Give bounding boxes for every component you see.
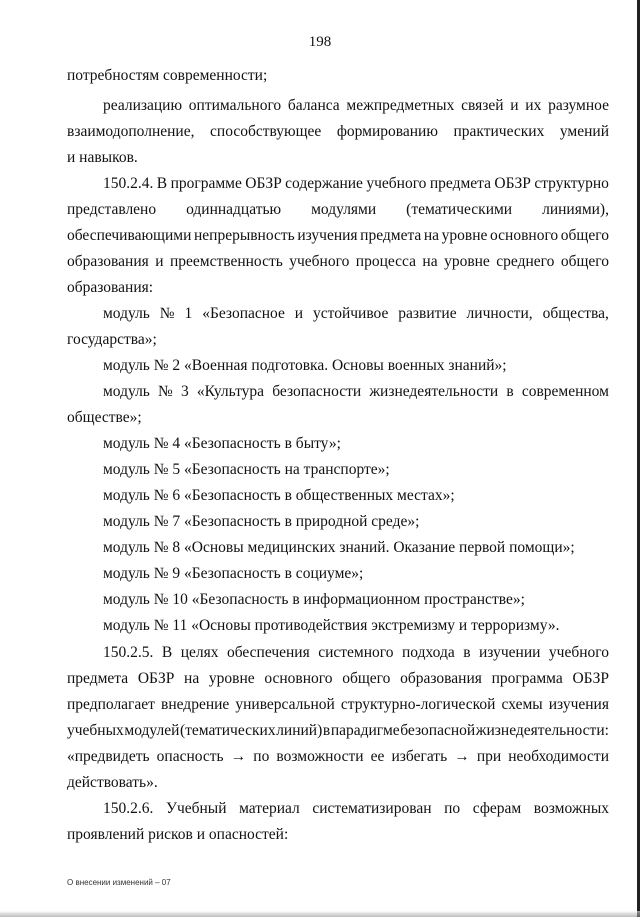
word: учебного — [366, 175, 427, 192]
word: парадигме — [330, 722, 400, 739]
text-line — [67, 669, 609, 689]
word: способствующее — [210, 123, 322, 140]
word: 150.2.4. — [103, 175, 154, 192]
word: на — [423, 227, 440, 244]
word: и — [155, 253, 164, 270]
word: в — [463, 644, 471, 661]
text-line: модуль № 9 «Безопасность в социуме»; — [103, 565, 364, 582]
text-line: проявлений рисков и опасностей: — [67, 826, 289, 843]
word: устойчивое — [313, 305, 389, 322]
word: модуль — [103, 305, 150, 322]
word: безопасной — [400, 722, 476, 739]
word: Учебный — [165, 800, 227, 817]
word: уровне — [441, 227, 488, 244]
word: программе — [170, 175, 242, 192]
word: 150.2.6. — [103, 800, 154, 817]
page-number: 198 — [308, 34, 332, 50]
text-line — [103, 174, 609, 194]
text-line: потребностям современности; — [67, 67, 268, 84]
word: основного — [490, 227, 559, 244]
word: линий) — [276, 722, 323, 739]
text-line: образования: — [67, 279, 154, 296]
word: систематизирован — [312, 800, 432, 817]
word: → — [454, 748, 470, 765]
text-line — [67, 721, 609, 741]
word: общества, — [542, 305, 609, 322]
word: подхода — [402, 644, 455, 661]
word: уровне — [444, 253, 490, 270]
word: образования — [400, 670, 482, 687]
word: ОБЗР — [572, 670, 609, 687]
word: опасность — [156, 748, 224, 765]
word: общего — [560, 227, 609, 244]
word: по — [444, 800, 461, 817]
word: учебного — [289, 253, 350, 270]
text-line: модуль № 2 «Военная подготовка. Основы военных знаний»; — [103, 357, 507, 374]
text-line: модуль № 11 «Основы противодействия экстремизму и терроризму». — [103, 617, 560, 634]
footer-note: О внесении изменений – 07 — [67, 878, 171, 887]
word: межпредметных — [346, 97, 455, 114]
word: оптимального — [188, 97, 282, 114]
word: 150.2.5. — [103, 644, 154, 661]
word: образования — [67, 253, 149, 270]
word: в — [506, 383, 514, 400]
word: формированию — [336, 123, 438, 140]
word: целях — [180, 644, 219, 661]
word: модулей — [124, 722, 180, 739]
text-line: и навыков. — [67, 149, 138, 166]
word: и — [294, 305, 304, 322]
word: предмета — [429, 175, 491, 192]
word: системного — [318, 644, 394, 661]
word: «Культура — [196, 383, 265, 400]
word: и — [510, 97, 519, 114]
word: общего — [560, 253, 609, 270]
text-line — [103, 382, 609, 402]
word: баланса — [287, 97, 340, 114]
word: 3 — [180, 383, 189, 400]
text-line — [67, 695, 609, 715]
word: схемы — [501, 696, 543, 713]
word: ее — [370, 748, 385, 765]
word: обеспечения — [226, 644, 310, 661]
word: «Безопасное — [202, 305, 285, 322]
text-line: модуль № 6 «Безопасность в общественных местах»; — [103, 487, 455, 504]
word: непрерывность — [193, 227, 295, 244]
word: общего — [342, 670, 391, 687]
word: взаимодополнение, — [67, 123, 195, 140]
word: одиннадцатью — [186, 201, 282, 218]
word: содержание — [285, 175, 363, 192]
word: безопасности — [272, 383, 362, 400]
word: (тематическими — [406, 201, 513, 218]
word: необходимости — [508, 748, 609, 765]
word: возможности — [276, 748, 364, 765]
word: В — [156, 175, 168, 192]
word: на — [422, 253, 438, 270]
word: представлено — [67, 201, 157, 218]
text-line: действовать». — [67, 774, 158, 791]
word: обеспечивающими — [67, 227, 192, 244]
word: учебных — [67, 722, 124, 739]
text-line: модуль № 10 «Безопасность в информационном пространстве»; — [103, 591, 525, 608]
word: личности, — [466, 305, 533, 322]
word: на — [184, 670, 200, 687]
word: преемственность — [169, 253, 283, 270]
word: их — [525, 97, 542, 114]
text-line: модуль № 7 «Безопасность в природной среде»; — [103, 513, 420, 530]
word: предмета — [67, 670, 129, 687]
word: избегать — [391, 748, 448, 765]
text-line — [103, 96, 609, 116]
word: → — [230, 748, 247, 765]
word: универсальной — [235, 696, 335, 713]
text-line — [103, 304, 609, 324]
word: процесса — [355, 253, 416, 270]
word: модуль — [103, 383, 150, 400]
word: в — [322, 722, 331, 739]
word: практических — [453, 123, 545, 140]
word: возможных — [533, 800, 609, 817]
word: изучении — [479, 644, 541, 661]
word: (тематических — [179, 722, 276, 739]
word: изучения — [297, 227, 358, 244]
word: ОБЗР — [137, 670, 175, 687]
text-line — [67, 226, 609, 246]
word: ОБЗР — [245, 175, 282, 192]
word: умений — [559, 123, 609, 140]
word: 1 — [184, 305, 193, 322]
word: программа — [491, 670, 563, 687]
text-line: обществе»; — [67, 409, 142, 426]
text-line — [67, 122, 609, 142]
word: при — [476, 748, 502, 765]
text-line — [103, 643, 609, 663]
word: сферам — [472, 800, 522, 817]
text-line: государства»; — [67, 331, 157, 348]
word: среднего — [496, 253, 555, 270]
word: модулями — [311, 201, 377, 218]
word: разумное — [548, 97, 609, 114]
word: жизнедеятельности — [369, 383, 499, 400]
word: основного — [264, 670, 333, 687]
word: реализацию — [103, 97, 183, 114]
word: современном — [521, 383, 609, 400]
word: внедрение — [161, 696, 230, 713]
word: ОБЗР — [494, 175, 531, 192]
text-line: модуль № 4 «Безопасность в быту»; — [103, 435, 341, 452]
word: связей — [461, 97, 504, 114]
word: линиями), — [542, 201, 609, 218]
word: В — [161, 644, 173, 661]
text-line: модуль № 5 «Безопасность на транспорте»; — [103, 461, 390, 478]
word: жизнедеятельности: — [475, 722, 609, 739]
word: «предвидеть — [67, 748, 150, 765]
text-line — [67, 747, 609, 767]
text-line: модуль № 8 «Основы медицинских знаний. Оказание первой помощи»; — [103, 539, 575, 556]
word: учебного — [548, 644, 609, 661]
word: развитие — [398, 305, 457, 322]
word: изучения — [548, 696, 609, 713]
word: структурно — [534, 175, 609, 192]
text-line — [67, 200, 609, 220]
word: материал — [239, 800, 300, 817]
word: № — [158, 383, 173, 400]
word: предмета — [360, 227, 422, 244]
word: предполагает — [67, 696, 155, 713]
word: № — [159, 305, 175, 322]
word: структурно-логической — [340, 696, 496, 713]
word: по — [253, 748, 270, 765]
scan-edge — [0, 911, 640, 917]
text-line — [67, 252, 609, 272]
word: уровне — [208, 670, 255, 687]
text-line — [103, 799, 609, 819]
